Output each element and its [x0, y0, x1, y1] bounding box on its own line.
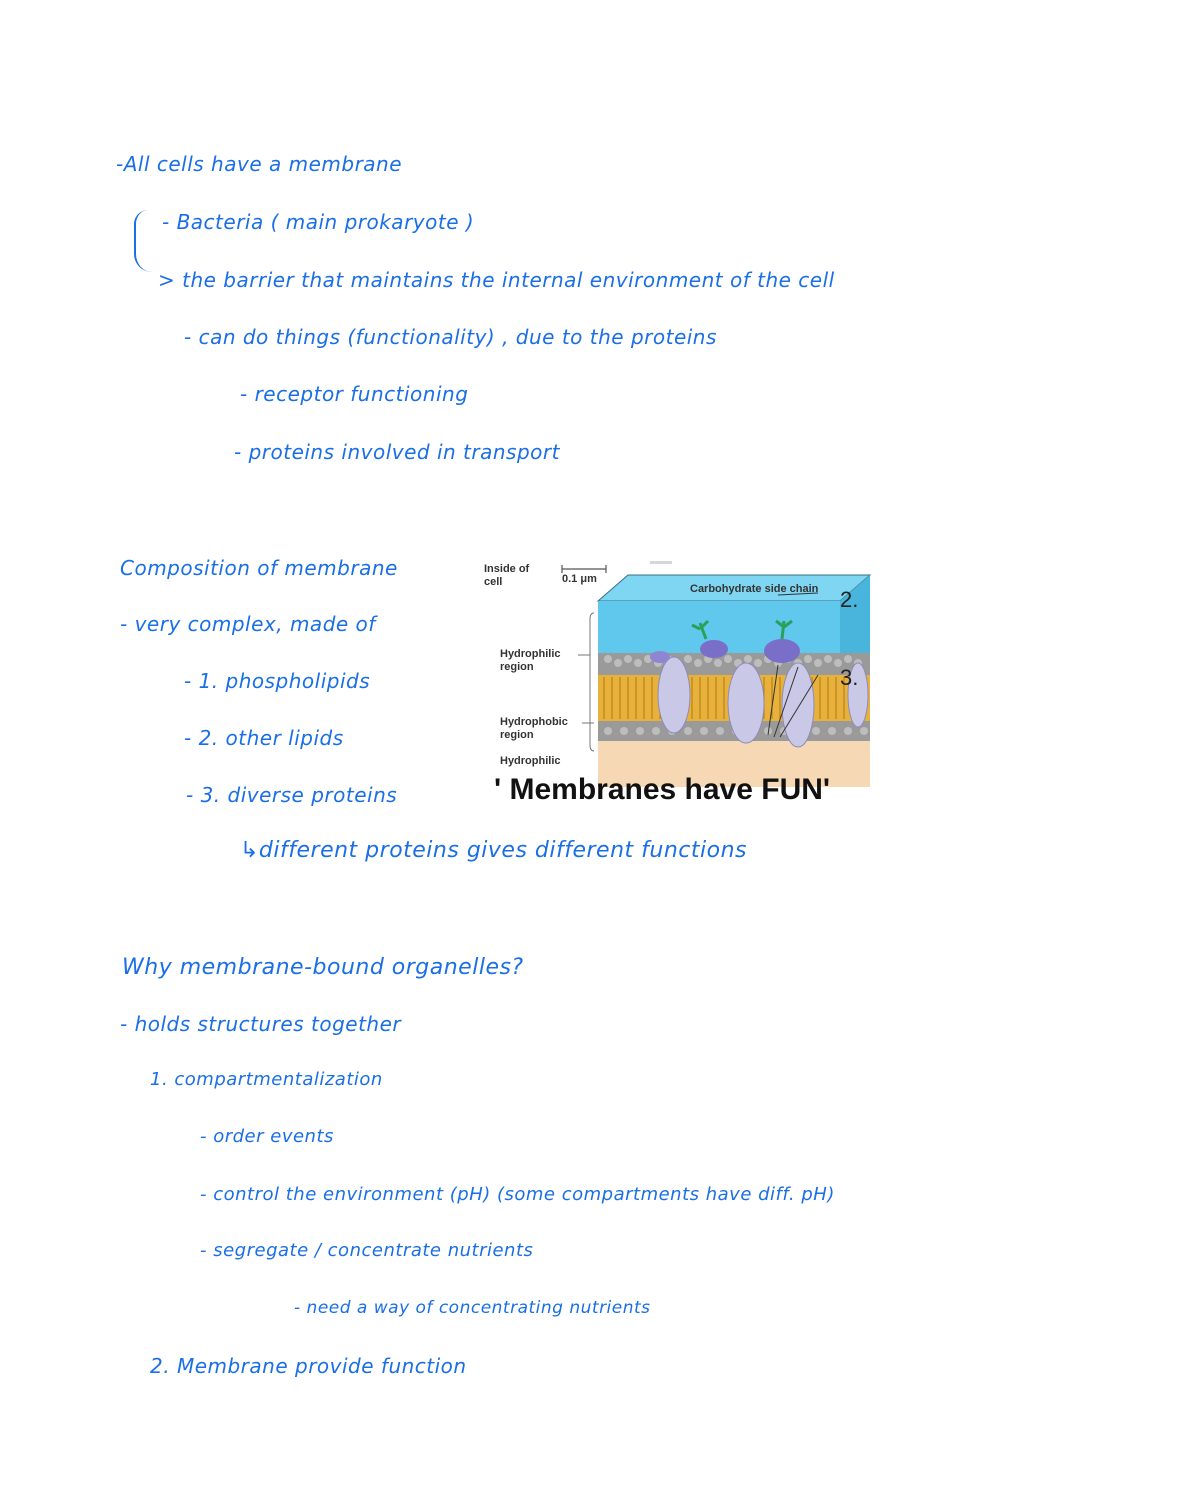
note-line-different-functions: ↳different proteins gives different functions	[240, 838, 747, 863]
note-line-segregate-nutrients: - segregate / concentrate nutrients	[200, 1240, 534, 1261]
figure-number-2: 2.	[840, 587, 859, 612]
note-line-diverse-proteins: - 3. diverse proteins	[186, 783, 398, 807]
note-line-bacteria: - Bacteria ( main prokaryote )	[162, 210, 475, 234]
note-line-concentrating-nutrients: - need a way of concentrating nutrients	[294, 1298, 651, 1318]
note-line-transport: - proteins involved in transport	[234, 440, 560, 464]
note-line-holds-structures: - holds structures together	[120, 1012, 402, 1036]
section-heading-composition: Composition of membrane	[120, 556, 398, 580]
label-hydrophobic: Hydrophobic region	[500, 716, 568, 741]
label-inside-of-cell: Inside of cell	[484, 563, 530, 588]
label-hydrophilic-cut: Hydrophilic	[500, 755, 561, 767]
figure-caption-cut: ' Membranes have FUN'	[494, 773, 831, 806]
note-line-compartmentalization: 1. compartmentalization	[150, 1069, 383, 1090]
label-hydrophilic: Hydrophilic region	[500, 648, 561, 673]
note-line-barrier: > the barrier that maintains the internal environment of the cell	[158, 268, 835, 292]
note-line-other-lipids: - 2. other lipids	[184, 726, 344, 750]
label-scale: 0.1 μm	[562, 573, 597, 585]
note-line-membrane-function: 2. Membrane provide function	[150, 1354, 467, 1378]
bracket-mark	[134, 210, 156, 272]
note-line-phospholipids: - 1. phospholipids	[184, 669, 371, 693]
label-carbohydrate: Carbohydrate side chain	[690, 583, 819, 595]
note-line-order-events: - order events	[200, 1126, 334, 1147]
note-line-all-cells: -All cells have a membrane	[116, 152, 403, 176]
note-line-complex: - very complex, made of	[120, 612, 376, 636]
note-line-functionality: - can do things (functionality) , due to the proteins	[184, 325, 717, 349]
section-heading-why-organelles: Why membrane-bound organelles?	[122, 955, 524, 980]
note-line-receptor: - receptor functioning	[240, 382, 469, 406]
note-line-control-environment: - control the environment (pH) (some compartments have diff. pH)	[200, 1184, 835, 1205]
membrane-diagram	[478, 555, 898, 806]
figure-number-3: 3.	[840, 665, 859, 690]
